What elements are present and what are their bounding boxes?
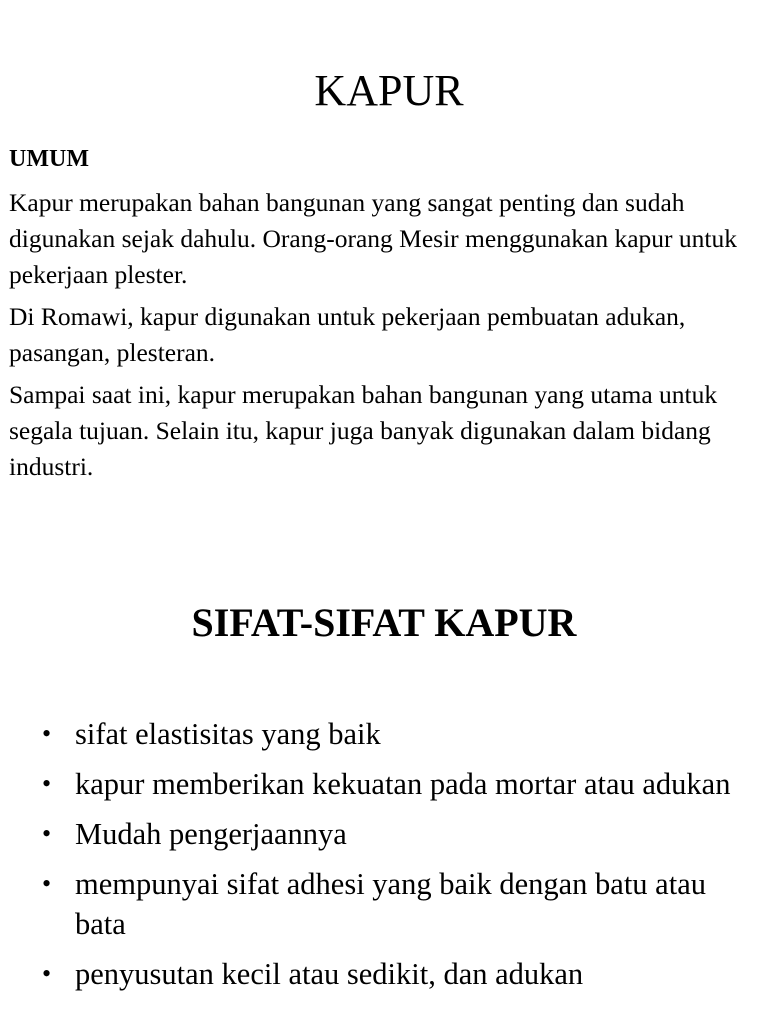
properties-list: [42, 714, 732, 1004]
bullet-icon: •: [42, 819, 52, 848]
list-item-text: sifat elastisitas yang baik: [75, 717, 381, 751]
list-item-text: penyusutan kecil atau sedikit, dan adukan: [75, 957, 584, 991]
list-item: [42, 814, 732, 854]
list-item-text: mempunyai sifat adhesi yang baik dengan batu atau bata: [75, 867, 706, 941]
list-item-text: kapur memberikan kekuatan pada mortar atau adukan: [75, 767, 731, 801]
bullet-icon: •: [42, 719, 52, 748]
page-title: KAPUR: [314, 66, 464, 115]
paragraph-2: Di Romawi, kapur digunakan untuk pekerjaan pembuatan adukan, pasangan, plesteran.: [9, 302, 686, 367]
section-heading-umum: UMUM: [9, 146, 89, 172]
list-item: [42, 864, 732, 944]
body-text: [9, 185, 749, 491]
list-item: [42, 954, 732, 994]
list-item-text: Mudah pengerjaannya: [75, 817, 347, 851]
bullet-icon: •: [42, 959, 52, 988]
paragraph-3: Sampai saat ini, kapur merupakan bahan bangunan yang utama untuk segala tujuan. Selain itu, kapur juga banyak digunakan dalam bidang industri.: [9, 380, 718, 481]
paragraph-1: Kapur merupakan bahan bangunan yang sangat penting dan sudah digunakan sejak dahulu. Orang-orang Mesir menggunakan kapur untuk pekerjaan plester.: [9, 188, 737, 289]
list-item: [42, 714, 732, 754]
list-item: [42, 764, 732, 804]
section-title-sifat-sifat: SIFAT-SIFAT KAPUR: [191, 600, 577, 645]
bullet-icon: •: [42, 769, 52, 798]
bullet-icon: •: [42, 869, 52, 898]
